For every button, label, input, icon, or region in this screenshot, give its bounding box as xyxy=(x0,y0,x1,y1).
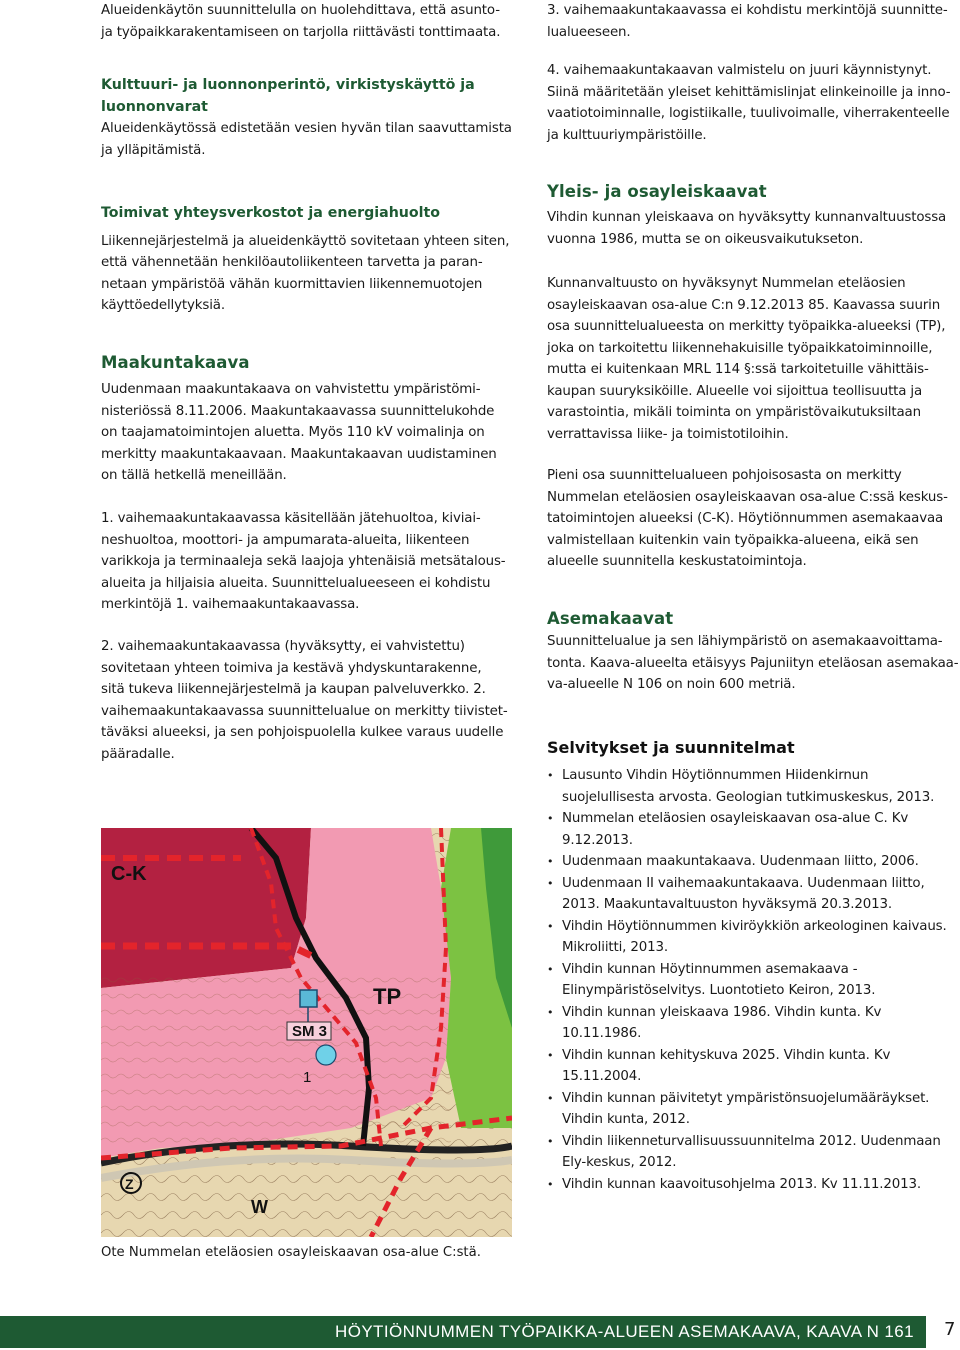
culture-section xyxy=(101,75,516,161)
list-item xyxy=(547,916,960,959)
map-label-tp: TP xyxy=(373,984,402,1009)
list-item-line: • Vihdin kunnan kehityskuva 2025. Vihdin kunta. Kv xyxy=(562,1047,891,1063)
list-item-line: Ely-keskus, 2012. xyxy=(562,1155,677,1170)
text-line: varikkoja ja terminaaleja sekä laajoja yhtenäisiä metsätalous- xyxy=(101,554,506,569)
regional-plan-heading: Maakuntakaava xyxy=(101,353,250,372)
list-item-line: Vihdin kunta, 2012. xyxy=(562,1112,690,1127)
text-line: on taajamatoimintojen aluetta. Myös 110 kV voimalinja on xyxy=(101,425,485,440)
text-line: mutta ei kuitenkaan MRL 114 §:ssä tarkoitetuille vähittäis- xyxy=(547,362,929,377)
map-caption: Ote Nummelan eteläosien osayleiskaavan osa-alue C:stä. xyxy=(101,1245,481,1260)
footer-title: HÖYTIÖNNUMMEN TYÖPAIKKA-ALUEEN ASEMAKAAVA, KAAVA N 161 xyxy=(335,1322,914,1341)
text-line: vuonna 1986, mutta se on oikeusvaikutukseton. xyxy=(547,231,864,247)
text-line: joka on tarkoitettu liikennehakuisille työpaikkatoiminnoille, xyxy=(547,340,933,356)
master-plans-paragraph-2 xyxy=(547,273,960,445)
text-line: Siinä määritetään yleiset kehittämislinjat elinkeinoille ja inno- xyxy=(547,84,951,100)
list-item xyxy=(547,1131,960,1174)
list-item-line: • Vihdin kunnan kaavoitusohjelma 2013. Kv 11.11.2013. xyxy=(562,1176,921,1192)
list-item-line: • Vihdin kunnan päivitetyt ympäristönsuojelumääräykset. xyxy=(562,1090,930,1106)
list-item-line: • Uudenmaan maakuntakaava. Uudenmaan liitto, 2006. xyxy=(562,854,919,869)
text-line: alueita ja hiljaisia alueita. Suunnittelualueeseen ei kohdistu xyxy=(101,575,491,591)
list-item xyxy=(547,765,960,808)
text-line: Uudenmaan maakuntakaava on vahvistettu ympäristömi- xyxy=(101,382,481,397)
zoning-map-svg xyxy=(101,828,512,1237)
text-line: sitä tukeva liikennejärjestelmä ja kaupan palveluverkko. 2. xyxy=(101,682,486,697)
studies-section xyxy=(547,737,960,1195)
phase3-paragraph xyxy=(547,0,960,43)
heading-line: Kulttuuri- ja luonnonperintö, virkistyskäyttö ja xyxy=(101,77,475,93)
text-line: tonta. Kaava-alueelta etäisyys Pajuniityn eteläosan asemakaa- xyxy=(547,655,959,671)
text-line: valmistellaan kuitenkin vain työpaikka-alueena, eikä sen xyxy=(547,532,919,548)
list-item-line: suojelullisesta arvosta. Geologian tutkimuskeskus, 2013. xyxy=(562,789,935,805)
map-label-z: Z xyxy=(125,1176,134,1192)
list-item-line: • Vihdin kunnan yleiskaava 1986. Vihdin kunta. Kv 10.11.1986. xyxy=(562,1004,882,1041)
list-item-line: 15.11.2004. xyxy=(562,1069,642,1084)
text-line: on tällä hetkellä meneillään. xyxy=(101,468,287,483)
text-line: 3. vaihemaakuntakaavassa ei kohdistu merkintöjä suunnitte- xyxy=(547,3,948,18)
text-line: verrattavissa liike- ja toimistotiloihin. xyxy=(547,426,789,442)
text-line: ja ylläpitämistä. xyxy=(101,142,206,158)
master-plans-section xyxy=(547,181,960,250)
text-line: Kunnanvaltuusto on hyväksynyt Nummelan eteläosien xyxy=(547,276,906,291)
text-line: Pieni osa suunnittelualueen pohjoisosasta on merkitty xyxy=(547,468,902,483)
list-item xyxy=(547,851,960,873)
regional-plan-paragraph-3 xyxy=(101,636,516,765)
text-line: merkintöjä 1. vaihemaakuntakaavassa. xyxy=(101,597,360,612)
text-line: netaan ympäristöä vähän kuormittavien liikennemuotojen xyxy=(101,276,483,292)
text-line: lualueeseen. xyxy=(547,24,631,40)
list-item xyxy=(547,1002,960,1045)
text-line: käyttöedellytyksiä. xyxy=(101,298,225,313)
master-plans-heading: Yleis- ja osayleiskaavat xyxy=(547,182,767,201)
text-line: alueelle suunnitella keskustatoimintoja. xyxy=(547,554,807,569)
phase4-paragraph xyxy=(547,60,960,146)
text-line: kaupan suuryksiköille. Alueelle voi sijoittua teollisuutta ja xyxy=(547,383,923,399)
map-area-ck xyxy=(101,828,311,988)
text-line: osa suunnittelualueesta on merkitty työpaikka-alueeksi (TP), xyxy=(547,319,946,334)
list-item-line: • Nummelan eteläosien osayleiskaavan osa-alue C. Kv xyxy=(562,811,909,826)
map-label-1: 1 xyxy=(303,1069,312,1086)
text-line: ja kulttuuriympäristöille. xyxy=(547,127,707,143)
culture-heading xyxy=(101,75,516,118)
text-line: Vihdin kunnan yleiskaava on hyväksytty kunnanvaltuustossa xyxy=(547,210,947,225)
footer-bar xyxy=(0,1316,926,1348)
text-line: va-alueelle N 106 on noin 600 metriä. xyxy=(547,677,796,692)
map-square-marker xyxy=(300,990,317,1007)
text-line: vaatiotoiminnalle, logistiikalle, tuulivoimalle, viherrakenteelle xyxy=(547,106,950,121)
text-line: 2. vaihemaakuntakaavassa (hyväksytty, ei vahvistettu) xyxy=(101,639,465,654)
list-item-line: • Uudenmaan II vaihemaakuntakaava. Uudenmaan liitto, xyxy=(562,875,925,891)
text-line: tatoimintojen alueeksi (C-K). Höytiönnummen asemakaavaa xyxy=(547,511,944,526)
list-item-line: 2013. Maakuntavaltuuston hyväksymä 20.3.2013. xyxy=(562,897,892,912)
text-line: sovitetaan yhteen toimiva ja kestävä yhdyskuntarakenne, xyxy=(101,660,482,676)
text-line: merkitty maakuntakaavaan. Maakuntakaavan uudistaminen xyxy=(101,446,497,462)
regional-plan-paragraph-1 xyxy=(101,379,516,487)
list-item-line: • Lausunto Vihdin Höytiönnummen Hiidenkirnun xyxy=(562,768,869,783)
map-circle-marker xyxy=(316,1045,336,1065)
list-item xyxy=(547,1174,960,1196)
list-item-line: 9.12.2013. xyxy=(562,832,633,848)
regional-plan-paragraph-2 xyxy=(101,508,516,616)
zoning-map-excerpt xyxy=(101,828,512,1237)
list-item xyxy=(547,1045,960,1088)
map-label-sm3: SM 3 xyxy=(292,1023,328,1040)
text-line: Alueidenkäytössä edistetään vesien hyvän tilan saavuttamista xyxy=(101,121,512,136)
detailed-plans-section xyxy=(547,608,960,696)
master-plans-paragraph-3 xyxy=(547,465,960,573)
list-item-line: Elinympäristöselvitys. Luontotieto Keiron, 2013. xyxy=(562,983,876,998)
text-line: Liikennejärjestelmä ja alueidenkäyttö sovitetaan yhteen siten, xyxy=(101,233,510,249)
list-item xyxy=(547,808,960,851)
studies-list xyxy=(547,765,960,1195)
text-line: Suunnittelualue ja sen lähiympäristö on asemakaavoittama- xyxy=(547,634,943,649)
list-item xyxy=(547,1088,960,1131)
list-item-line: • Vihdin liikenneturvallisuussuunnitelma 2012. Uudenmaan xyxy=(562,1133,941,1149)
text-line: pääradalle. xyxy=(101,746,175,762)
text-line: vaihemaakuntakaavassa suunnittelualue on merkitty tiivistet- xyxy=(101,703,508,719)
list-item-line: • Vihdin Höytiönnummen kiviröykkiön arkeologinen kaivaus. xyxy=(562,918,947,934)
text-line: neshuoltoa, moottori- ja ampumarata-alueita, liikenteen xyxy=(101,532,470,548)
text-line: nisteriössä 8.11.2006. Maakuntakaavassa suunnittelukohde xyxy=(101,403,495,419)
regional-plan-section xyxy=(101,352,516,487)
list-item xyxy=(547,959,960,1002)
text-line: osayleiskaavan osa-alue C:n 9.12.2013 85. Kaavassa suurin xyxy=(547,297,941,313)
text-line: että vähennetään henkilöautoliikenteen tarvetta ja paran- xyxy=(101,255,483,270)
text-line: varastointia, mikäli toiminta on ympäristövaikutuksiltaan xyxy=(547,405,921,420)
list-item-line: • Vihdin kunnan Höytinnummen asemakaava - xyxy=(562,961,858,977)
text-line: 1. vaihemaakuntakaavassa käsitellään jätehuoltoa, kiviai- xyxy=(101,511,481,526)
text-line: täväksi alueeksi, ja sen pohjoispuolella kulkee varaus uudelle xyxy=(101,725,504,740)
networks-heading: Toimivat yhteysverkostot ja energiahuolto xyxy=(101,205,441,221)
studies-heading: Selvitykset ja suunnitelmat xyxy=(547,738,795,757)
networks-section xyxy=(101,203,516,317)
text-line: 4. vaihemaakuntakaavan valmistelu on juuri käynnistynyt. xyxy=(547,63,932,78)
heading-line: luonnonvarat xyxy=(101,98,208,115)
list-item xyxy=(547,873,960,916)
map-label-ck: C-K xyxy=(111,863,147,885)
list-item-line: Mikroliitti, 2013. xyxy=(562,940,668,955)
text-line: Nummelan eteläosien osayleiskaavan osa-alue C:ssä keskus- xyxy=(547,489,948,505)
map-label-w: W xyxy=(251,1197,268,1217)
text-line: ja työpaikkarakentamiseen on tarjolla riittävästi tonttimaata. xyxy=(101,24,501,40)
page-number: 7 xyxy=(944,1319,956,1340)
intro-paragraph xyxy=(101,0,516,43)
detailed-plans-heading: Asemakaavat xyxy=(547,609,674,628)
text-line: Alueidenkäytön suunnittelulla on huolehdittava, että asunto- xyxy=(101,3,500,18)
